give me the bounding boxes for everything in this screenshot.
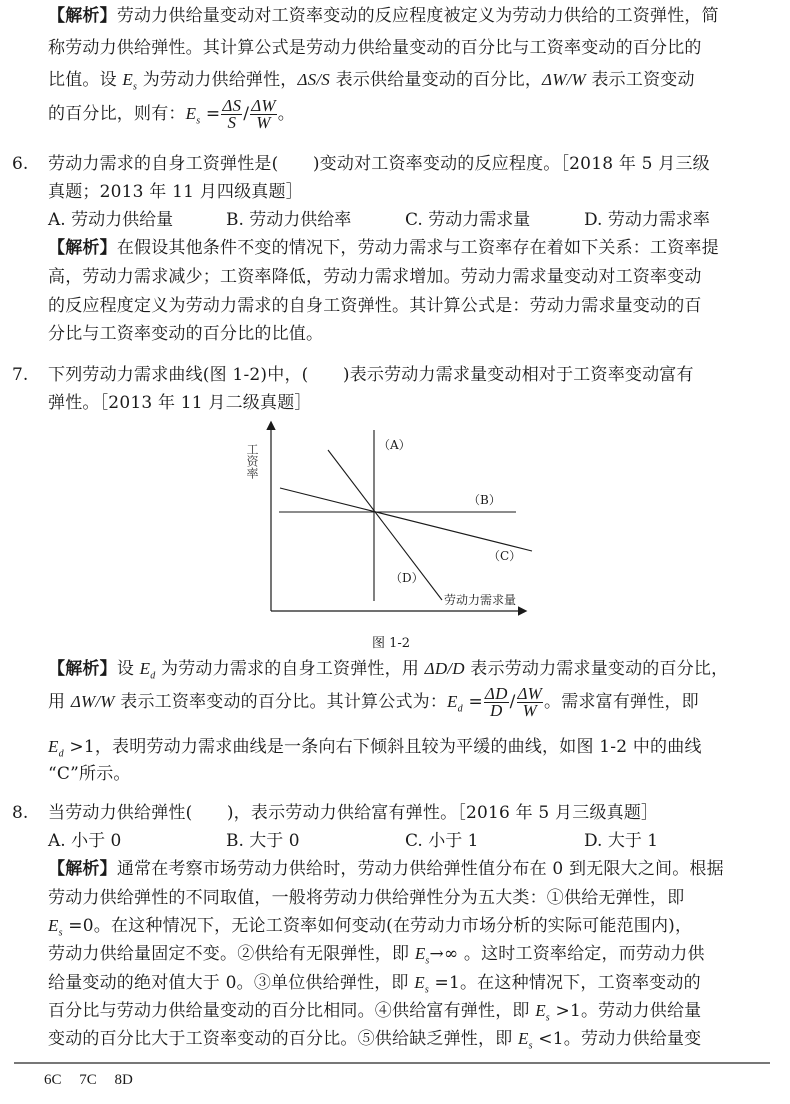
- intro-analysis-formula-line: 的百分比，则有：$E_s$ = $\frac{\Delta S}{S}$ / $\frac{\Delta W}{W}$ 。: [48, 96, 295, 132]
- question-7-analysis-line-1: 【解析】设 $E_d$ 为劳动力需求的自身工资弹性，用 ΔD/D 表示劳动力需求量变动的百分比，: [48, 659, 729, 682]
- question-6-stem-line-2: 真题；2013 年 11 月四级真题］: [48, 182, 303, 202]
- question-8-stem-line-1: 当劳动力供给弹性( )，表示劳动力供给富有弹性。［2016 年 5 月三级真题］: [48, 803, 659, 823]
- curve-b-label: （B）: [468, 493, 501, 507]
- intro-analysis-line-2: 称劳动力供给弹性。其计算公式是劳动力供给量变动的百分比与工资率变动的百分比的: [48, 38, 702, 58]
- question-8-analysis-line-4: 劳动力供给量固定不变。②供给有无限弹性，即 $E_s\to\infty$ 。这时工资率给定，而劳动力供: [48, 944, 705, 967]
- option-c[interactable]: C. 小于 1: [405, 831, 479, 851]
- footer-divider: [14, 1062, 770, 1064]
- option-d[interactable]: D. 劳动力需求率: [584, 210, 710, 230]
- curve-d-label: （D）: [390, 571, 424, 585]
- option-d[interactable]: D. 大于 1: [584, 831, 659, 851]
- x-axis-label: 劳动力需求量: [444, 593, 517, 607]
- question-8-analysis-line-6: 百分比与劳动力供给量变动的百分比相同。④供给富有弹性，即 $E_s >1$。劳动力供给量: [48, 1001, 702, 1024]
- answer-7: 7C: [79, 1072, 97, 1088]
- answer-8: 8D: [114, 1072, 133, 1088]
- es-symbol: $E_s$: [122, 70, 138, 93]
- curve-a-label: （A）: [378, 438, 411, 452]
- question-8-analysis-line-5: 给量变动的绝对值大于 0。③单位供给弹性，即 $E_s =1$。在这种情况下，工资率变动的: [48, 973, 701, 996]
- analysis-label: 【解析】: [48, 659, 117, 679]
- analysis-label: 【解析】: [48, 6, 117, 26]
- intro-analysis-line-3: 比值。设 $E_s$ 为劳动力供给弹性，ΔS/S 表示供给量变动的百分比，ΔW/W 表示工资变动: [48, 70, 695, 93]
- answer-key: [44, 1072, 147, 1089]
- formula-fraction: $\frac{\Delta W}{W}$: [251, 96, 276, 132]
- curve-d: [328, 450, 442, 600]
- question-7-analysis-line-2: 用 ΔW/W 表示工资率变动的百分比。其计算公式为：$E_d$ = $\frac{\Delta D}{D}$ / $\frac{\Delta W}{W}$ 。需求富有弹性，即: [48, 684, 699, 720]
- curve-c-label: （C）: [488, 549, 522, 563]
- option-a[interactable]: A. 劳动力供给量: [48, 210, 174, 230]
- question-6-analysis-line-2: 高，劳动力需求减少；工资率降低，劳动力需求增加。劳动力需求量变动对工资率变动: [48, 267, 702, 287]
- y-axis-label: 工资率: [245, 443, 259, 479]
- option-b[interactable]: B. 劳动力供给率: [226, 210, 352, 230]
- question-6-stem-line-1: 劳动力需求的自身工资弹性是( )变动对工资率变动的反应程度。［2018 年 5 月三级: [48, 154, 710, 174]
- question-8-analysis-line-3: $E_s =0$。在这种情况下，无论工资率如何变动(在劳动力市场分析的实际可能范围内)，: [48, 916, 693, 939]
- option-c[interactable]: C. 劳动力需求量: [405, 210, 531, 230]
- analysis-label: 【解析】: [48, 859, 117, 879]
- question-7-analysis-line-3: $E_d >1$，表明劳动力需求曲线是一条向右下倾斜且较为平缓的曲线，如图 1-2 中的曲线: [48, 737, 702, 760]
- figure-1-2-demand-curves: [230, 415, 550, 655]
- formula-fraction: $\frac{\Delta D}{D}$: [484, 684, 508, 720]
- question-7-stem-line-2: 弹性。［2013 年 11 月二级真题］: [48, 393, 312, 413]
- question-number: 7.: [12, 365, 29, 385]
- question-6-analysis-line-1: 【解析】在假设其他条件不变的情况下，劳动力需求与工资率存在着如下关系：工资率提: [48, 238, 719, 258]
- figure-caption: 图 1-2: [372, 636, 411, 651]
- question-number: 6.: [12, 154, 29, 174]
- question-6-analysis-line-4: 分比与工资率变动的百分比的比值。: [48, 324, 324, 344]
- question-number: 8.: [12, 803, 29, 823]
- answer-6: 6C: [44, 1072, 62, 1088]
- analysis-label: 【解析】: [48, 238, 117, 258]
- formula-fraction: $\frac{\Delta W}{W}$: [517, 684, 543, 720]
- option-b[interactable]: B. 大于 0: [226, 831, 300, 851]
- question-7-analysis-line-4: “C”所示。: [48, 764, 131, 784]
- intro-analysis-line-1: 【解析】劳动力供给量变动对工资率变动的反应程度被定义为劳动力供给的工资弹性，简: [48, 6, 719, 26]
- question-8-analysis-line-1: 【解析】通常在考察市场劳动力供给时，劳动力供给弹性值分布在 0 到无限大之间。根据: [48, 859, 724, 879]
- ed-symbol: $E_d$: [139, 659, 156, 682]
- question-8-analysis-line-2: 劳动力供给弹性的不同取值，一般将劳动力供给弹性分为五大类：①供给无弹性，即: [48, 888, 685, 908]
- option-a[interactable]: A. 小于 0: [48, 831, 122, 851]
- formula-fraction: $\frac{\Delta S}{S}$: [222, 96, 242, 132]
- question-8-analysis-line-7: 变动的百分比大于工资率变动的百分比。⑤供给缺乏弹性，即 $E_s <1$。劳动力供给量变: [48, 1029, 702, 1052]
- question-7-stem-line-1: 下列劳动力需求曲线(图 1-2)中，( )表示劳动力需求量变动相对于工资率变动富有: [48, 365, 694, 385]
- question-6-analysis-line-3: 的反应程度定义为劳动力需求的自身工资弹性。其计算公式是：劳动力需求量变动的百: [48, 296, 702, 316]
